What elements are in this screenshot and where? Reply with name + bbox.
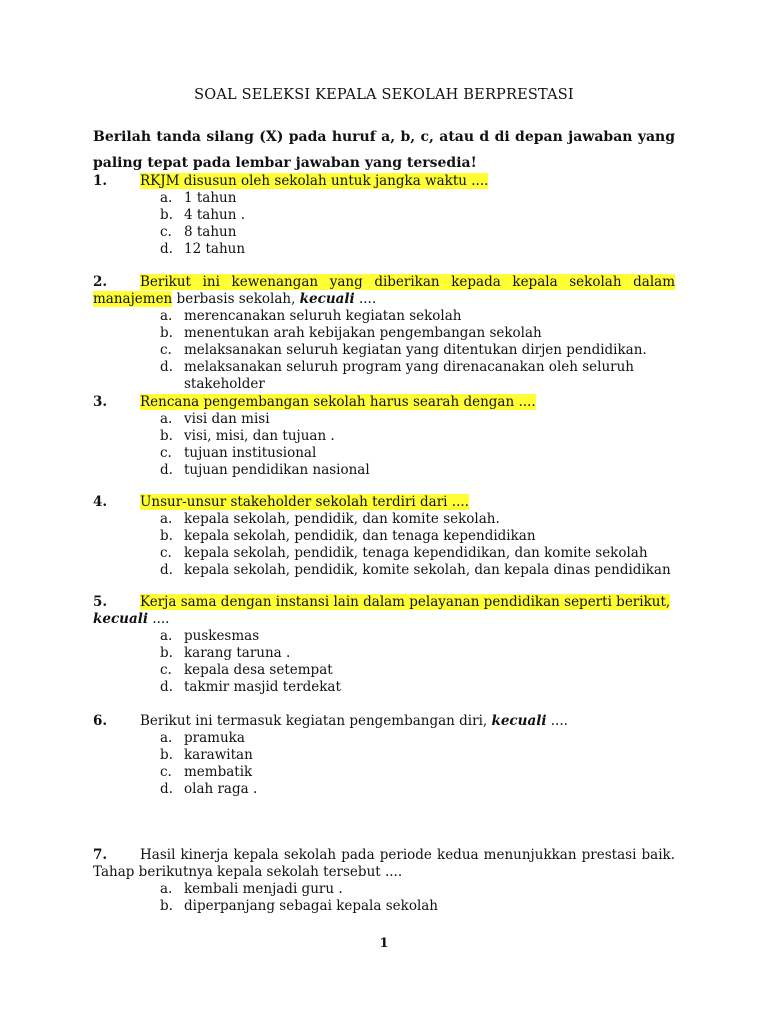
question-stem: RKJM disusun oleh sekolah untuk jangka waktu .... [140,173,489,189]
question-stem: Unsur-unsur stakeholder sekolah terdiri dari .... [140,494,469,510]
options-list [93,411,675,479]
option-letter: a. [160,881,173,897]
option-letter: a. [160,628,173,644]
question-3 [93,394,675,479]
options-list [93,628,675,696]
option-c [93,445,675,462]
question-stem-line-1: Hasil kinerja kepala sekolah pada periode kedua menunjukkan prestasi baik. [140,847,675,863]
option-letter: a. [160,730,173,746]
option-text: 4 tahun . [184,207,246,223]
option-b [93,898,675,915]
option-text: pramuka [184,730,245,746]
option-letter: a. [160,511,173,527]
option-d [93,679,675,696]
option-c [93,342,675,359]
options-list [93,190,675,258]
question-stem-emphasis: kecuali [299,291,355,307]
option-b [93,747,675,764]
option-text: membatik [184,764,253,780]
option-text: puskesmas [184,628,260,644]
option-letter: c. [160,662,172,678]
question-6 [93,713,675,798]
question-stem-end: .... [147,611,170,627]
option-a [93,308,675,325]
option-text: karang taruna . [184,645,291,661]
question-stem-highlight: manajemen [93,291,173,307]
option-letter: c. [160,224,172,240]
option-b [93,528,675,545]
options-list [93,511,675,579]
options-list [93,308,675,393]
question-stem-emphasis: kecuali [491,713,547,729]
option-b [93,645,675,662]
instructions: Berilah tanda silang (X) pada huruf a, b, c, atau d di depan jawaban yang paling tepat pada lembar jawaban yang tersedia! [93,129,675,171]
question-stem-line-1: Berikut ini kewenangan yang diberikan kepada kepala sekolah dalam [140,274,675,290]
option-letter: d. [160,359,173,375]
question-stem-end: .... [546,713,568,729]
option-b [93,428,675,445]
option-a [93,511,675,528]
question-stem: Rencana pengembangan sekolah harus searah dengan .... [140,394,536,410]
option-a [93,411,675,428]
question-number: 1. [93,173,108,189]
option-text: visi dan misi [184,411,270,427]
option-c [93,224,675,241]
option-b [93,207,675,224]
question-4 [93,494,675,579]
option-text: kepala sekolah, pendidik, dan komite sekolah. [184,511,500,527]
question-number: 4. [93,494,108,510]
option-text: 8 tahun [184,224,237,240]
option-text: merencanakan seluruh kegiatan sekolah [184,308,462,324]
option-a [93,190,675,207]
option-letter: b. [160,428,173,444]
option-d [93,359,675,393]
option-letter: d. [160,462,173,478]
question-stem-end: .... [354,291,377,307]
question-stem-emphasis: kecuali [93,611,148,627]
option-letter: a. [160,411,173,427]
option-text: kepala sekolah, pendidik, tenaga kependidikan, dan komite sekolah [184,545,648,561]
option-letter: b. [160,325,173,341]
question-number: 5. [93,594,108,610]
option-letter: a. [160,190,173,206]
question-1 [93,173,675,258]
option-text: tujuan pendidikan nasional [184,462,370,478]
option-text: melaksanakan seluruh program yang direnacanakan oleh seluruh stakeholder [184,359,635,392]
option-a [93,881,675,898]
option-text: tujuan institusional [184,445,317,461]
option-d [93,781,675,798]
option-letter: a. [160,308,173,324]
option-text: kepala desa setempat [184,662,333,678]
question-number: 2. [93,274,108,290]
document-title: SOAL SELEKSI KEPALA SEKOLAH BERPRESTASI [194,87,574,103]
question-stem-line-2: Tahap berikutnya kepala sekolah tersebut .... [93,864,403,880]
question-7 [93,847,675,915]
question-5 [93,594,675,696]
option-text: kepala sekolah, pendidik, dan tenaga kependidikan [184,528,536,544]
question-number: 3. [93,394,108,410]
option-letter: b. [160,528,173,544]
option-text: diperpanjang sebagai kepala sekolah [184,898,439,914]
option-letter: d. [160,241,173,257]
option-text: visi, misi, dan tujuan . [184,428,335,444]
question-number: 6. [93,713,108,729]
option-c [93,764,675,781]
option-letter: b. [160,645,173,661]
question-stem: Kerja sama dengan instansi lain dalam pelayanan pendidikan seperti berikut, [140,594,671,610]
option-letter: c. [160,445,172,461]
option-letter: b. [160,207,173,223]
option-text: kembali menjadi guru . [184,881,343,897]
option-letter: b. [160,898,173,914]
option-text: karawitan [184,747,253,763]
option-text: melaksanakan seluruh kegiatan yang ditentukan dirjen pendidikan. [184,342,647,358]
question-2 [93,274,675,393]
option-a [93,730,675,747]
option-text: takmir masjid terdekat [184,679,341,695]
option-a [93,628,675,645]
option-text: menentukan arah kebijakan pengembangan sekolah [184,325,542,341]
page-number: 1 [379,936,389,951]
option-d [93,562,675,579]
question-stem-line-2: berbasis sekolah, [172,291,300,307]
question-stem: Berikut ini termasuk kegiatan pengembangan diri, [140,713,492,729]
option-letter: d. [160,781,173,797]
option-letter: d. [160,679,173,695]
option-d [93,462,675,479]
option-c [93,662,675,679]
option-text: olah raga . [184,781,258,797]
option-text: 12 tahun [184,241,246,257]
option-letter: c. [160,764,172,780]
option-letter: d. [160,562,173,578]
option-letter: c. [160,545,172,561]
option-text: 1 tahun [184,190,237,206]
question-number: 7. [93,847,108,863]
option-text: kepala sekolah, pendidik, komite sekolah, dan kepala dinas pendidikan [184,562,671,578]
option-b [93,325,675,342]
option-letter: b. [160,747,173,763]
option-letter: c. [160,342,172,358]
options-list [93,730,675,798]
option-c [93,545,675,562]
options-list [93,881,675,915]
option-d [93,241,675,258]
